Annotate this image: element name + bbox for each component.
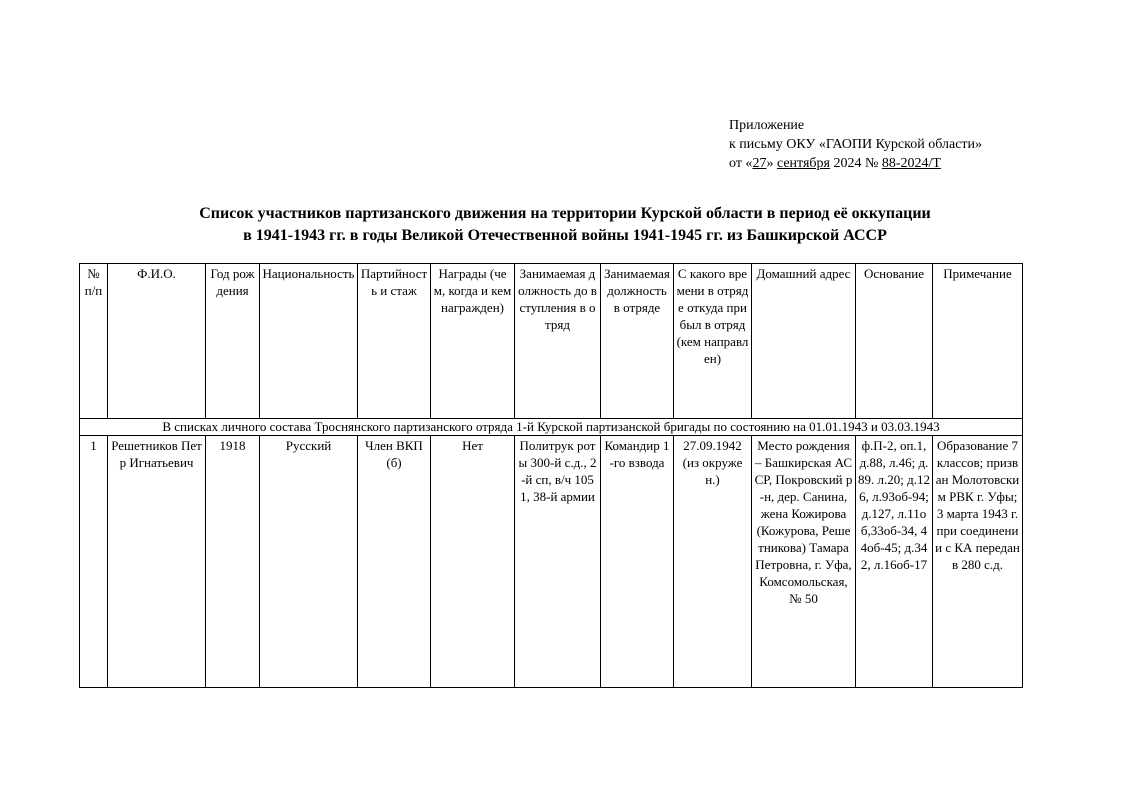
appendix-date-year: 2024 № (829, 156, 882, 171)
cell-since: 27.09.1942 (из окружен.) (674, 436, 752, 688)
cell-note: Образование 7 классов; призван Молотовским РВК г. Уфы; 3 марта 1943 г. при соединении с КА передан в 280 с.д. (933, 436, 1023, 688)
appendix-line-3 (729, 154, 982, 173)
header-note: Примечание (933, 264, 1023, 419)
cell-number: 1 (80, 436, 108, 688)
header-address: Домашний адрес (752, 264, 856, 419)
appendix-line-1: Приложение (729, 118, 805, 133)
cell-party: Член ВКП(б) (358, 436, 431, 688)
cell-position-before: Политрук роты 300-й с.д., 2-й сп, в/ч 1051, 38-й армии (515, 436, 601, 688)
cell-birth-year: 1918 (206, 436, 260, 688)
document-title-line-2: в 1941-1943 гг. в годы Великой Отечественной войны 1941-1945 гг. из Башкирской АССР (243, 227, 887, 244)
header-since: С какого времени в отряде откуда прибыл в отряд (кем направлен) (674, 264, 752, 419)
section-row (80, 419, 1023, 436)
header-basis: Основание (856, 264, 933, 419)
table-row (80, 436, 1023, 688)
section-caption: В списках личного состава Троснянского партизанского отряда 1-й Курской партизанской бригады по состоянию на 01.01.1943 и 03.03.1943 (80, 419, 1023, 436)
header-name: Ф.И.О. (108, 264, 206, 419)
appendix-line-2: к письму ОКУ «ГАОПИ Курской области» (729, 137, 983, 152)
table-header-row (80, 264, 1023, 419)
header-number: № п/п (80, 264, 108, 419)
appendix-date-prefix: от « (729, 156, 753, 171)
appendix-date-month: сентября (776, 156, 830, 171)
header-position-in-unit: Занимаемая должность в отряде (601, 264, 674, 419)
document-title-line-1: Список участников партизанского движения на территории Курской области в период её оккупации (199, 205, 931, 222)
document-title (40, 203, 1090, 247)
appendix-date-mid: » (766, 156, 777, 171)
appendix-header (729, 116, 982, 173)
appendix-date-day: 27 (752, 156, 767, 171)
cell-nationality: Русский (260, 436, 358, 688)
header-birth-year: Год рождения (206, 264, 260, 419)
cell-name: Решетников Петр Игнатьевич (108, 436, 206, 688)
appendix-letter-number: 88-2024/Т (881, 156, 941, 171)
cell-position-in-unit: Командир 1-го взвода (601, 436, 674, 688)
header-awards: Награды (чем, когда и кем награжден) (431, 264, 515, 419)
header-position-before: Занимаемая должность до вступления в отряд (515, 264, 601, 419)
cell-awards: Нет (431, 436, 515, 688)
cell-address: Место рождения – Башкирская АССР, Покровский р-н, дер. Санина, жена Кожирова (Кожурова, Решетникова) Тамара Петровна, г. Уфа, Комсомольская, № 50 (752, 436, 856, 688)
cell-basis: ф.П-2, оп.1, д.88, л.46; д.89. л.20; д.126, л.93об-94; д.127, л.11об,33об-34, 44об-45; д.342, л.16об-17 (856, 436, 933, 688)
header-nationality: Национальность (260, 264, 358, 419)
participants-table (79, 263, 1023, 688)
header-party: Партийность и стаж (358, 264, 431, 419)
